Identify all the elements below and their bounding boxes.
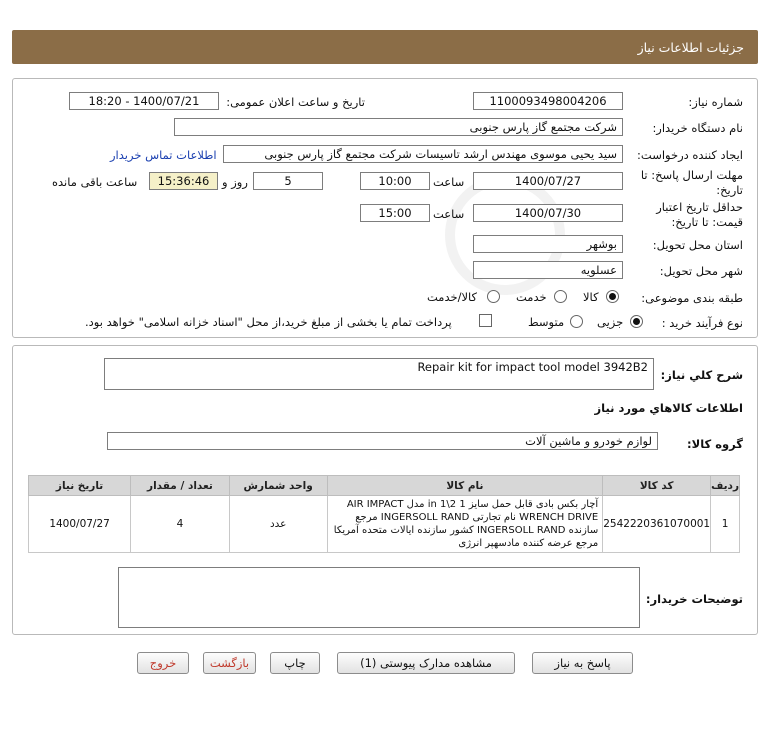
purchase-type-label: نوع فرآیند خرید : (661, 316, 743, 330)
province-field: بوشهر (473, 235, 623, 253)
creator-field: سید یحیی موسوی مهندس ارشد تاسیسات شرکت مجتمع گاز پارس جنوبی (223, 145, 623, 163)
category-option-service: خدمت (516, 290, 547, 304)
items-table-header (29, 476, 740, 496)
print-button[interactable]: چاپ (270, 652, 320, 674)
goods-group-label: گروه کالا: (687, 437, 743, 451)
buyer-contact-link[interactable]: اطلاعات تماس خریدار (110, 148, 217, 162)
creator-label: ایجاد کننده درخواست: (637, 148, 743, 162)
days-remaining-field: 5 (253, 172, 323, 190)
validity-time-field: 15:00 (360, 204, 430, 222)
items-heading: اطلاعات کالاهاي مورد نياز (594, 401, 743, 415)
summary-field: Repair kit for impact tool model 3942B2 (104, 358, 654, 390)
cell-unit: عدد (229, 496, 327, 553)
buyer-org-field: شرکت مجتمع گاز پارس جنوبی (174, 118, 623, 136)
validity-date-field: 1400/07/30 (473, 204, 623, 222)
col-qty: تعداد / مقدار (131, 476, 230, 496)
buyer-notes-label: توضیحات خریدار: (645, 592, 743, 606)
category-radio-service[interactable] (554, 289, 567, 303)
announce-label: تاریخ و ساعت اعلان عمومی: (226, 95, 365, 109)
cell-row: 1 (711, 496, 740, 553)
purchase-option-medium: متوسط (528, 315, 565, 329)
purchase-radio-minor[interactable] (630, 314, 643, 328)
exit-button[interactable]: خروج (137, 652, 189, 674)
deadline-label: مهلت ارسال پاسخ: تا (640, 168, 743, 182)
treasury-note: پرداخت تمام یا بخشی از مبلغ خرید،از محل "اسناد خزانه اسلامی" خواهد بود. (85, 315, 452, 329)
col-row: ردیف (711, 476, 740, 496)
deadline-label-date: تاریخ: (716, 183, 743, 197)
category-radio-both[interactable] (487, 289, 500, 303)
cell-name: آچار بکس بادی قابل حمل سایز 1 2\1 in مدل AIR IMPACT WRENCH DRIVE نام تجارتی INGERSOLL RAND مرجع سازنده INGERSOLL RAND کشور سازنده ایالات متحده آمریکا مرجع عرضه کننده مادسهپر انرژی (327, 496, 603, 553)
deadline-time-field: 10:00 (360, 172, 430, 190)
goods-group-field: لوازم خودرو و ماشین آلات (107, 432, 658, 450)
items-table (28, 475, 740, 553)
category-option-goods: کالا (583, 290, 599, 304)
city-field: عسلویه (473, 261, 623, 279)
announce-field: 1400/07/21 - 18:20 (69, 92, 219, 110)
remaining-label: ساعت باقی مانده (52, 175, 138, 189)
need-number-label: شماره نیاز: (688, 95, 743, 109)
days-label: روز و (222, 175, 248, 189)
deadline-date-field: 1400/07/27 (473, 172, 623, 190)
page-title: جزئیات اطلاعات نیاز (637, 40, 744, 55)
col-name: نام کالا (327, 476, 603, 496)
table-row (29, 496, 740, 553)
summary-label: شرح کلي نياز: (660, 368, 743, 382)
validity-time-label: ساعت (433, 207, 465, 221)
cell-code: 2542220361070001 (603, 496, 711, 553)
view-documents-button[interactable]: مشاهده مدارک پیوستی (1) (337, 652, 515, 674)
remaining-time-field: 15:36:46 (149, 172, 218, 190)
buyer-notes-field (118, 567, 640, 628)
deadline-time-label: ساعت (433, 175, 465, 189)
treasury-checkbox[interactable] (479, 314, 492, 327)
category-option-both: کالا/خدمت (427, 290, 478, 304)
cell-qty: 4 (131, 496, 230, 553)
validity-label-date: قیمت: تا تاریخ: (671, 215, 743, 229)
city-label: شهر محل تحویل: (659, 264, 743, 278)
col-code: کد کالا (603, 476, 711, 496)
category-radio-goods[interactable] (606, 289, 619, 303)
province-label: استان محل تحویل: (652, 238, 743, 252)
cell-date: 1400/07/27 (29, 496, 131, 553)
col-date: تاریخ نیاز (29, 476, 131, 496)
need-number-field: 1100093498004206 (473, 92, 623, 110)
back-button[interactable]: بازگشت (203, 652, 256, 674)
buyer-org-label: نام دستگاه خریدار: (652, 121, 743, 135)
page-header (12, 30, 758, 64)
col-unit: واحد شمارش (229, 476, 327, 496)
purchase-radio-medium[interactable] (570, 314, 583, 328)
validity-label: حداقل تاریخ اعتبار (656, 200, 743, 214)
reply-button[interactable]: پاسخ به نیاز (532, 652, 633, 674)
category-label: طبقه بندی موضوعی: (641, 291, 743, 305)
purchase-option-minor: جزیی (597, 315, 624, 329)
